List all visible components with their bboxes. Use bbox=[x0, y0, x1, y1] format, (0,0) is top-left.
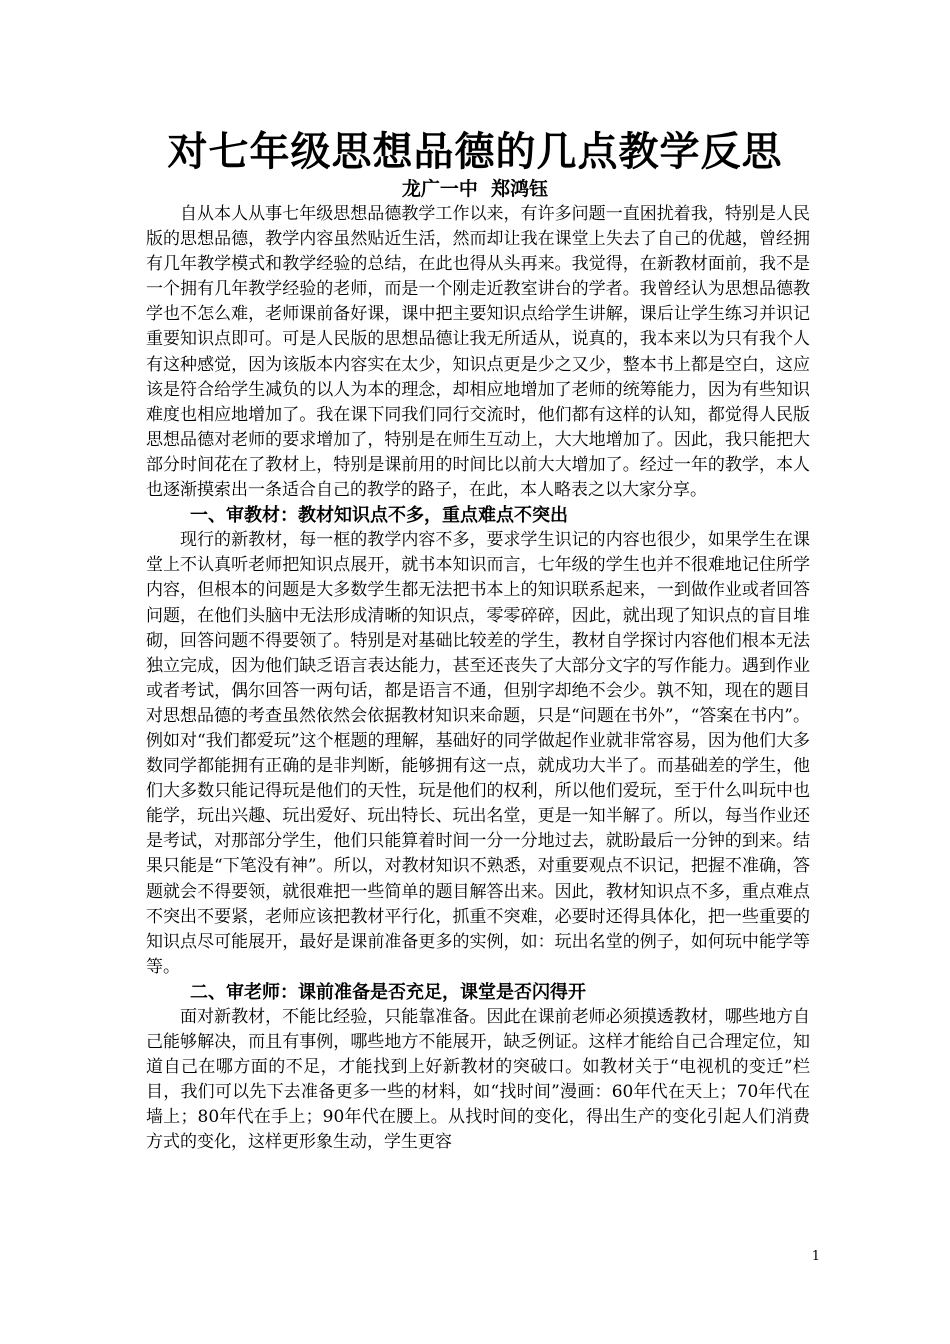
section-2-heading: 二、审老师：课前准备是否充足，课堂是否闪得开 bbox=[190, 981, 586, 1003]
document-body bbox=[146, 202, 810, 1156]
section-1-heading: 一、审教材：教材知识点不多，重点难点不突出 bbox=[190, 505, 568, 527]
document-author: 龙广一中 郑鸿钰 bbox=[401, 178, 549, 200]
section-2-paragraph: 面对新教材，不能比经验，只能靠准备。因此在课前老师必须摸透教材，哪些地方自己能够解决，而且有事例，哪些地方不能展开，缺乏例证。这样才能给自己合理定位，知道自己在哪方面的不足，才能找到上好新教材的突破口。如教材关于“电视机的变迁”栏目，我们可以先下去准备更多一些的材料，如“找时间”漫画：60年代在天上；70年代在墙上；80年代在手上；90年代在腰上。从找时间的变化，得出生产的变化引起人们消费方式的变化，这样更形象生动，学生更容 bbox=[146, 1007, 810, 1153]
document-title: 对七年级思想品德的几点教学反思 bbox=[167, 129, 783, 175]
page-number: 1 bbox=[811, 1249, 820, 1264]
intro-paragraph: 自从本人从事七年级思想品德教学工作以来，有许多问题一直困扰着我，特别是人民版的思想品德，教学内容虽然贴近生活，然而却让我在课堂上失去了自己的优越，曾经拥有几年教学模式和教学经验的总结，在此也得从头再来。我觉得，在新教材面前，我不是一个拥有几年教学经验的老师，而是一个刚走近教室讲台的学者。我曾经认为思想品德教学也不怎么难，老师课前备好课，课中把主要知识点给学生讲解，课后让学生练习并识记重要知识点即可。可是人民版的思想品德让我无所适从，说真的，我本来以为只有我个人有这种感觉，因为该版本内容实在太少，知识点更是少之又少，整本书上都是空白，这应该是符合给学生减负的以人为本的理念，却相应地增加了老师的统筹能力，因为有些知识难度也相应地增加了。我在课下同我们同行交流时，他们都有这样的认知，都觉得人民版思想品德对老师的要求增加了，特别是在师生互动上，大大地增加了。因此，我只能把大部分时间花在了教材上，特别是课前用的时间比以前大大增加了。经过一年的教学，本人也逐渐摸索出一条适合自己的教学的路子，在此，本人略表之以大家分享。 bbox=[146, 204, 810, 501]
section-1-paragraph: 现行的新教材，每一框的教学内容不多，要求学生识记的内容也很少，如果学生在课堂上不认真听老师把知识点展开，就书本知识而言，七年级的学生也并不很难地记住所学内容，但根本的问题是大多数学生都无法把书本上的知识联系起来，一到做作业或者回答问题，在他们头脑中无法形成清晰的知识点，零零碎碎，因此，就出现了知识点的盲目堆砌，回答问题不得要领了。特别是对基础比较差的学生，教材自学探讨内容他们根本无法独立完成，因为他们缺乏语言表达能力，甚至还丧失了大部分文字的写作能力。遇到作业或者考试，偶尔回答一两句话，都是语言不通，但别字却绝不会少。孰不知，现在的题目对思想品德的考查虽然依然会依据教材知识来命题，只是“问题在书外”，“答案在书内”。例如对“我们都爱玩”这个框题的理解，基础好的同学做起作业就非常容易，因为他们大多数同学都能拥有正确的是非判断，能够拥有这一点，就成功大半了。而基础差的学生，他们大多数只能记得玩是他们的天性，玩是他们的权利，所以他们爱玩，至于什么叫玩中也能学，玩出兴趣、玩出爱好、玩出特长、玩出名堂，更是一知半解了。所以，每当作业还是考试，对那部分学生，他们只能算着时间一分一分地过去，就盼最后一分钟的到来。结果只能是“下笔没有神”。所以，对教材知识不熟悉，对重要观点不识记，把握不准确，答题就会不得要领，就很难把一些简单的题目解答出来。因此，教材知识点不多，重点难点不突出不要紧，老师应该把教材平行化，抓重不突难，必要时还得具体化，把一些重要的知识点尽可能展开，最好是课前准备更多的实例，如：玩出名堂的例子，如何玩中能学等等。 bbox=[146, 530, 810, 977]
